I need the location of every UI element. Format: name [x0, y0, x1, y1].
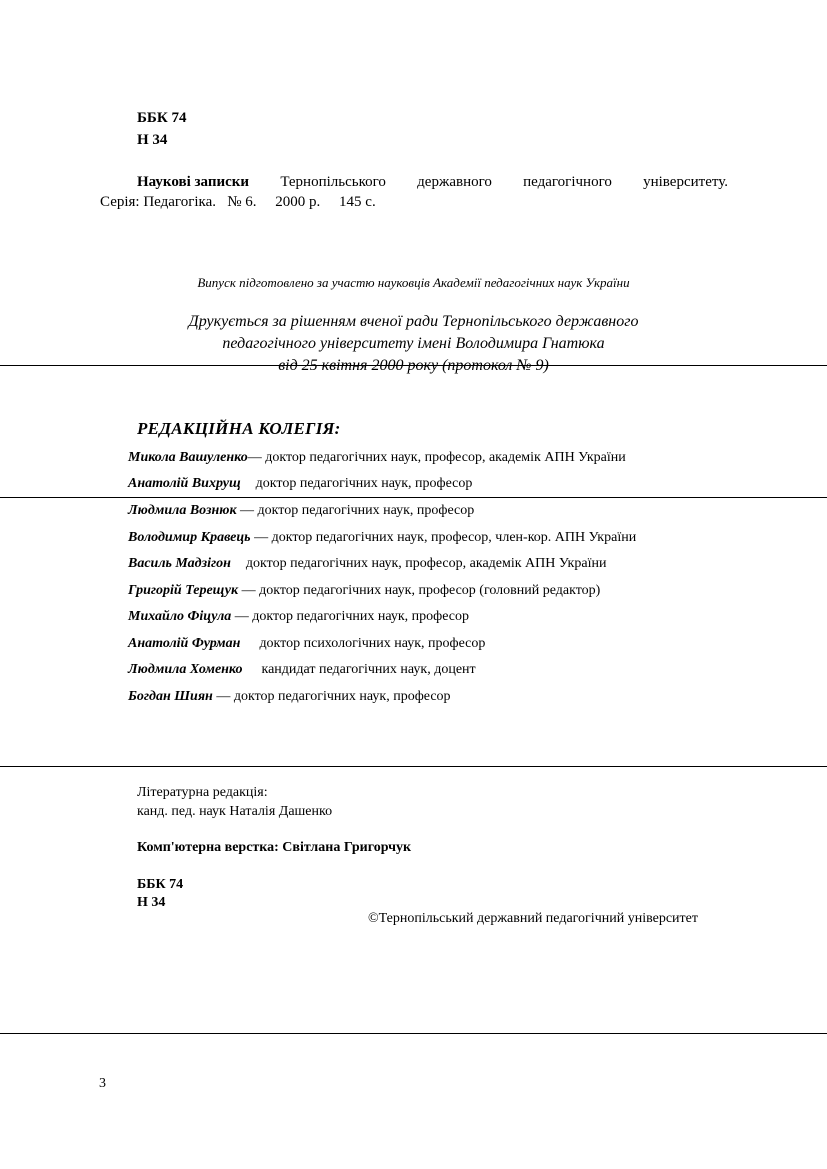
bbk-code-bottom: ББК 74: [137, 877, 184, 892]
member-name: Григорій Терещук: [128, 583, 239, 598]
approval-line-3: від 25 квітня 2000 року (протокол № 9): [278, 357, 549, 374]
index-code: Н 34: [137, 132, 168, 148]
member-name: Анатолій Вихрущ: [128, 476, 241, 491]
member-role: доктор педагогічних наук, професор, академік АПН України: [238, 556, 607, 571]
member-name: Анатолій Фурман: [128, 636, 241, 651]
board-member: [128, 636, 485, 652]
intro-line-1: [100, 172, 728, 192]
page-number: 3: [99, 1076, 106, 1091]
intro-title: Наукові записки: [137, 174, 250, 190]
member-role: — доктор педагогічних наук, професор: [240, 503, 475, 518]
board-member: [128, 689, 451, 705]
intro-line-2: Серія: Педагогіка. № 6. 2000 р. 145 с.: [100, 194, 376, 210]
member-name: Володимир Кравець: [128, 530, 251, 545]
intro-word: педагогічного: [523, 174, 612, 190]
divider-line: [0, 766, 827, 767]
board-member: [128, 662, 476, 678]
member-role: — доктор педагогічних наук, професор (головний редактор): [241, 583, 601, 598]
lit-edit-name: канд. пед. наук Наталія Дашенко: [137, 804, 333, 819]
intro-word: Тернопільського: [280, 174, 386, 190]
copyright: ©Тернопільський державний педагогічний університет: [368, 911, 698, 926]
release-note: Випуск підготовлено за участю науковців Академії педагогічних наук України: [197, 275, 630, 290]
index-code-bottom: Н 34: [137, 895, 166, 910]
board-title: РЕДАКЦІЙНА КОЛЕГІЯ:: [137, 419, 341, 438]
intro-word: державного: [417, 174, 492, 190]
intro-block: [100, 172, 728, 212]
member-name: Микола Вашуленко: [128, 450, 248, 465]
divider-line: [0, 497, 827, 498]
lit-edit-label: Літературна редакція:: [137, 785, 268, 800]
member-name: Михайло Фіцула: [128, 609, 232, 624]
member-role: кандидат педагогічних наук, доцент: [254, 662, 476, 677]
member-name: Людмила Вознюк: [128, 503, 237, 518]
intro-word: університету.: [643, 174, 728, 190]
layout-credit: Комп'ютерна верстка: Світлана Григорчук: [137, 840, 412, 855]
approval-line-1: Друкується за рішенням вченої ради Тернопільського державного: [188, 313, 639, 330]
member-role: — доктор педагогічних наук, професор, член-кор. АПН України: [254, 530, 637, 545]
board-member: [128, 583, 600, 599]
board-member: [128, 476, 472, 492]
board-member: [128, 503, 474, 519]
member-role: — доктор педагогічних наук, професор, академік АПН України: [247, 450, 626, 465]
member-role: доктор педагогічних наук, професор: [248, 476, 473, 491]
member-role: доктор психологічних наук, професор: [252, 636, 486, 651]
member-name: Василь Мадзігон: [128, 556, 231, 571]
board-member: [128, 530, 636, 546]
bbk-code: ББК 74: [137, 110, 187, 126]
member-role: — доктор педагогічних наук, професор: [231, 609, 470, 624]
approval-line-2: педагогічного університету імені Володимира Гнатюка: [222, 335, 605, 352]
member-role: — доктор педагогічних наук, професор: [216, 689, 451, 704]
member-name: Богдан Шиян: [128, 689, 213, 704]
board-member: [128, 609, 469, 625]
member-name: Людмила Хоменко: [128, 662, 243, 677]
board-member: [128, 556, 606, 572]
divider-line: [0, 1033, 827, 1034]
board-member: [128, 450, 626, 466]
